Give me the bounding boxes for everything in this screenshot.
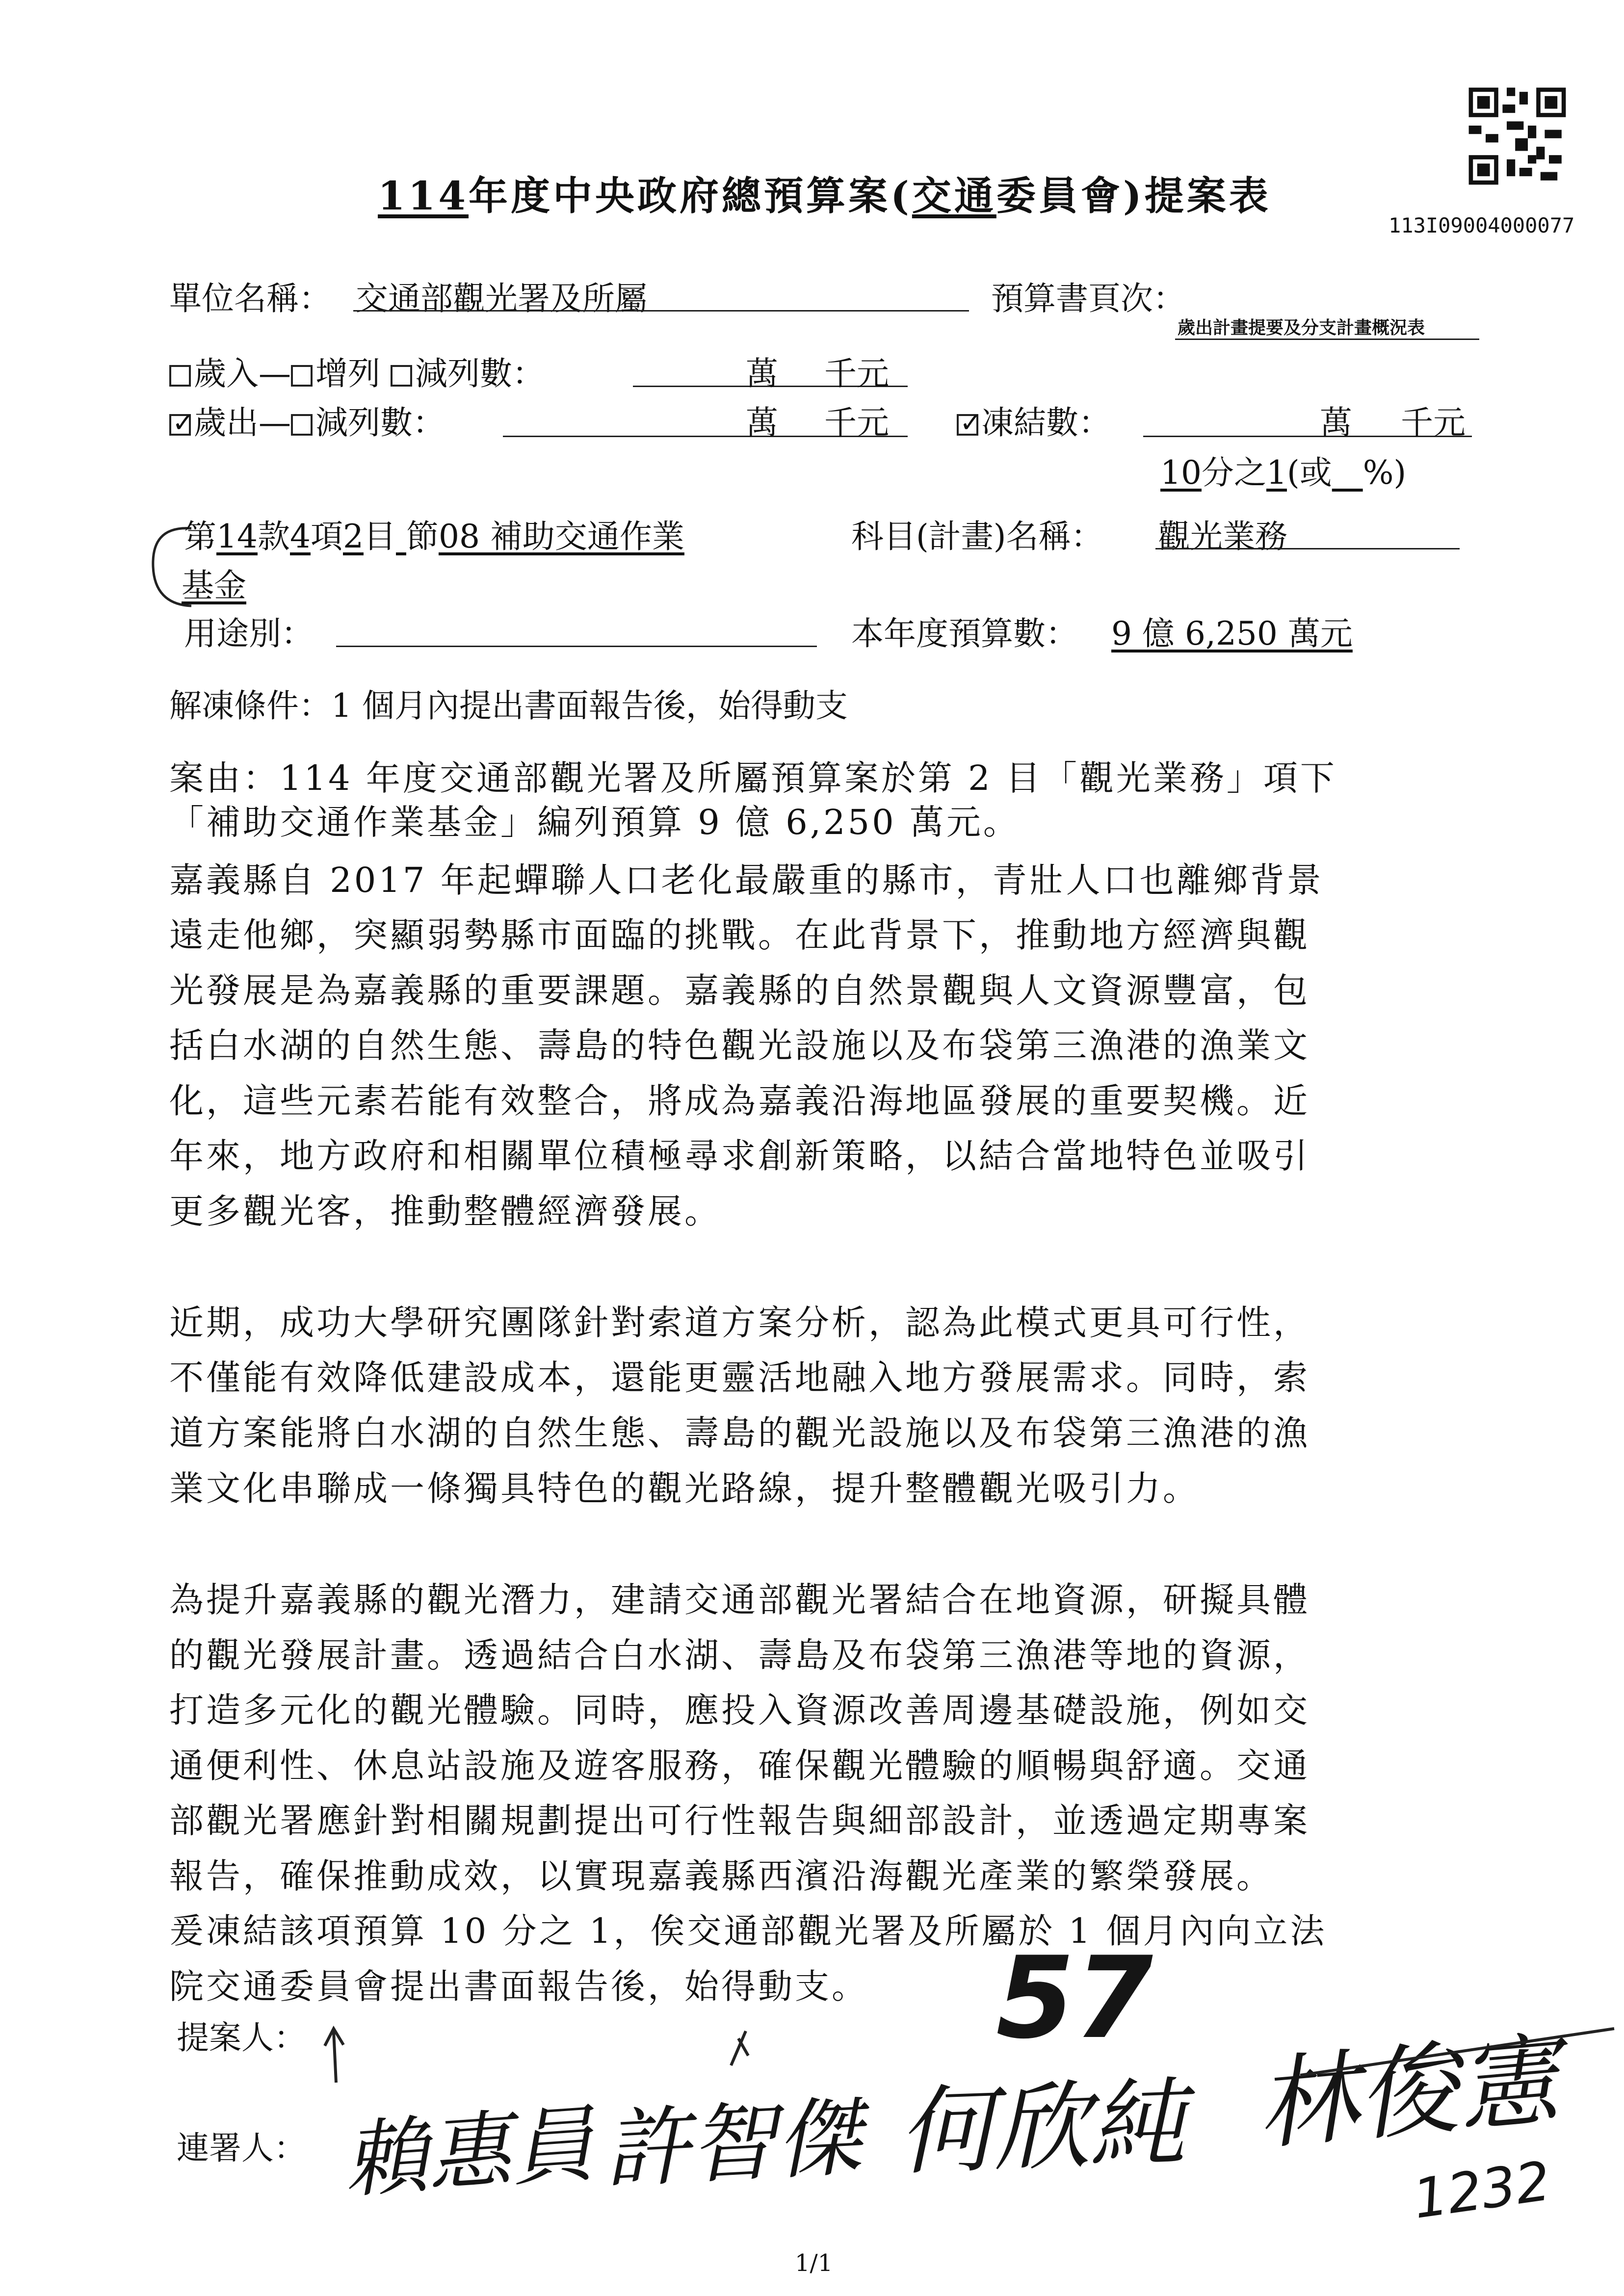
revenue-label: 歲入—	[194, 355, 291, 392]
usage-underline	[336, 646, 817, 647]
expenditure-label: 歲出—	[194, 404, 291, 442]
body-line: 年來，地方政府和相關單位積極尋求創新策略，以結合當地特色並吸引	[169, 1136, 1310, 1176]
body-line: 化，這些元素若能有效整合，將成為嘉義沿海地區發展的重要契機。近	[169, 1081, 1310, 1121]
signature: 林俊憲	[1252, 2021, 1563, 2165]
title-end: 委員會)提案表	[996, 173, 1271, 219]
body-line: 為提升嘉義縣的觀光潛力，建請交通部觀光署結合在地資源，研擬具體	[169, 1580, 1310, 1620]
decrease-checkbox[interactable]	[391, 365, 412, 387]
body-line: 部觀光署應針對相關規劃提出可行性報告與細部設計，並透過定期專案	[169, 1800, 1310, 1841]
cosigner-label: 連署人：	[177, 2129, 306, 2167]
body-line: 業文化串聯成一條獨具特色的觀光路線，提升整體觀光吸引力。	[169, 1468, 1200, 1509]
handwritten-number: 57	[996, 1933, 1153, 2064]
budget-page-underline	[1175, 339, 1479, 340]
exp-decrease-checkbox[interactable]	[291, 414, 313, 436]
fund-label: 基金	[182, 567, 246, 604]
body-line: 案由：114 年度交通部觀光署及所屬預算案於第 2 目「觀光業務」項下	[169, 758, 1337, 798]
body-line: 通便利性、休息站設施及遊客服務，確保觀光體驗的順暢與舒適。交通	[169, 1746, 1310, 1786]
body-line: 道方案能將白水湖的自然生態、壽島的觀光設施以及布袋第三漁港的漁	[169, 1413, 1310, 1453]
unit-underline	[353, 310, 969, 312]
body-line: 的觀光發展計畫。透過結合白水湖、壽島及布袋第三漁港等地的資源，	[169, 1635, 1310, 1675]
revenue-wan-unit: 萬	[746, 355, 778, 392]
fraction-prefix: 10	[1160, 454, 1202, 492]
freeze-label: 凍結數：	[981, 404, 1111, 442]
freeze-row	[957, 396, 1111, 443]
subject-value: 觀光業務	[1158, 518, 1287, 555]
fraction-value: 1	[1266, 454, 1287, 492]
proposer-label: 提案人：	[177, 2019, 306, 2057]
page-number: 1/1	[795, 2249, 833, 2277]
handwritten-strokes	[294, 2002, 1619, 2208]
body-line: 遠走他鄉，突顯弱勢縣市面臨的挑戰。在此背景下，推動地方經濟與觀	[169, 915, 1310, 955]
body-line: 爰凍結該項預算 10 分之 1，俟交通部觀光署及所屬於 1 個月內向立法	[169, 1911, 1327, 1951]
unit-value: 交通部觀光署及所屬	[356, 280, 647, 317]
budget-page-value: 歲出計畫提要及分支計畫概況表	[1178, 317, 1425, 338]
budget-amount-value: 9 億 6,250 萬元	[1111, 615, 1353, 652]
exp-decrease-label: 減列數：	[315, 404, 445, 442]
increase-checkbox[interactable]	[291, 365, 313, 387]
title-mid: 年度中央政府總預算案(	[469, 173, 912, 219]
freeze-thousand-unit: 千元	[1401, 404, 1466, 442]
budget-page-label: 預算書頁次：	[991, 280, 1185, 317]
signature: 何欣純	[896, 2066, 1187, 2189]
body-line: 「補助交通作業基金」編列預算 9 億 6,250 萬元。	[169, 802, 1020, 842]
title-year: 114	[378, 173, 469, 219]
title-committee: 交通	[912, 173, 996, 219]
section-kuan-label: 款	[257, 518, 290, 555]
fraction-or: (或	[1286, 454, 1332, 492]
increase-label: 增列	[315, 355, 380, 392]
signature: 賴惠員	[341, 2095, 598, 2210]
section-mu: 2	[342, 518, 364, 555]
body-line: 不僅能有效降低建設成本，還能更靈活地融入地方發展需求。同時，索	[169, 1357, 1310, 1398]
signature: 許智傑	[601, 2087, 864, 2201]
expenditure-checkbox[interactable]	[169, 414, 191, 436]
body-line: 近期，成功大學研究團隊針對索道方案分析，認為此模式更具可行性，	[169, 1303, 1310, 1343]
budget-amount-label: 本年度預算數：	[851, 615, 1078, 652]
section-jie-label: 節	[406, 518, 439, 555]
section-kuan: 14	[216, 518, 258, 555]
unfreeze-condition: 解凍條件：1 個月內提出書面報告後，始得動支	[169, 687, 848, 725]
budget-section-row	[184, 510, 684, 557]
body-line: 括白水湖的自然生態、壽島的特色觀光設施以及布袋第三漁港的漁業文	[169, 1025, 1310, 1066]
body-line: 院交通委員會提出書面報告後，始得動支。	[169, 1966, 868, 2007]
subject-label: 科目(計畫)名稱：	[851, 518, 1103, 555]
revenue-row	[169, 347, 545, 394]
exp-thousand-unit: 千元	[824, 404, 889, 442]
section-jie: 08 補助交通作業	[438, 518, 684, 555]
document-code: 113I09004000077	[1388, 213, 1575, 237]
fraction-mid: 分之	[1201, 454, 1266, 492]
body-line: 嘉義縣自 2017 年起蟬聯人口老化最嚴重的縣市，青壯人口也離鄉背景	[169, 860, 1324, 900]
body-line: 報告，確保推動成效，以實現嘉義縣西濱沿海觀光產業的繁榮發展。	[169, 1856, 1273, 1896]
section-mu-label: 目	[363, 518, 396, 555]
section-xiang: 4	[289, 518, 311, 555]
qr-code	[1465, 83, 1570, 189]
decrease-count-label: 減列數：	[415, 355, 545, 392]
section-xiang-label: 項	[310, 518, 343, 555]
body-line: 更多觀光客，推動整體經濟發展。	[169, 1191, 721, 1231]
fraction-pct: %)	[1362, 454, 1407, 492]
freeze-checkbox[interactable]	[957, 414, 978, 436]
body-line: 打造多元化的觀光體驗。同時，應投入資源改善周邊基礎設施，例如交	[169, 1690, 1310, 1730]
section-di: 第	[184, 518, 216, 555]
page-title	[378, 164, 1271, 221]
exp-wan-unit: 萬	[746, 404, 778, 442]
freeze-wan-unit: 萬	[1320, 404, 1352, 442]
usage-label: 用途別：	[184, 615, 314, 652]
freeze-fraction	[1160, 446, 1406, 493]
body-line: 光發展是為嘉義縣的重要課題。嘉義縣的自然景觀與人文資源豐富，包	[169, 970, 1310, 1011]
subject-underline	[1155, 548, 1460, 549]
handwritten-code: 1232	[1409, 2149, 1554, 2231]
revenue-thousand-unit: 千元	[824, 355, 889, 392]
unit-label: 單位名稱：	[169, 280, 331, 317]
expenditure-row	[169, 396, 445, 443]
revenue-checkbox[interactable]	[169, 365, 191, 387]
